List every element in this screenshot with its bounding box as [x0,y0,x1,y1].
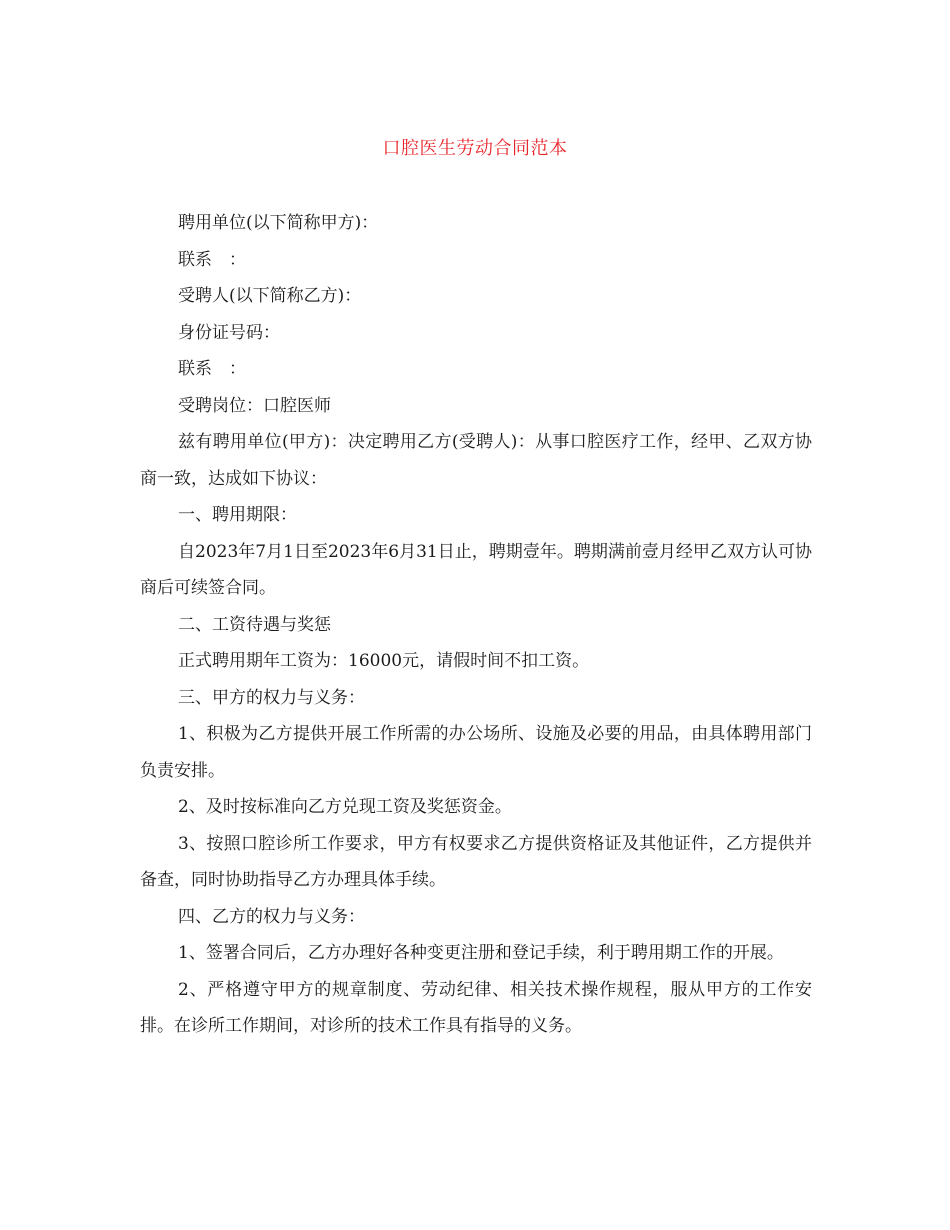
section-heading-term: 一、聘用期限： [178,505,297,525]
paragraph-term: 自2023年7月1日至2023年6月31日止，聘期壹年。聘期满前壹月经甲乙双方认可协商后可续签合同。 [140,541,812,598]
paragraph-employer: 聘用单位(以下简称甲方)： [178,213,379,233]
paragraph-id-number: 身份证号码： [178,322,280,343]
section-heading-employer-rights: 三、甲方的权力与义务： [178,687,365,708]
paragraph-employee-right-1: 1、签署合同后，乙方办理好各种变更注册和登记手续，利于聘用期工作的开展。 [178,943,784,963]
document-title: 口腔医生劳动合同范本 [382,138,568,159]
paragraph-employer-right-3: 3、按照口腔诊所工作要求，甲方有权要求乙方提供资格证及其他证件，乙方提供并备查，同时协助指导乙方办理具体手续。 [140,833,812,890]
paragraph-salary: 正式聘用期年工资为：16000元，请假时间不扣工资。 [178,651,590,671]
paragraph-employer-right-1: 1、积极为乙方提供开展工作所需的办公场所、设施及必要的用品，由具体聘用部门负责安排。 [140,724,812,781]
paragraph-employer-right-2: 2、及时按标准向乙方兑现工资及奖惩资金。 [178,797,512,817]
paragraph-contact-employee: 联系 ： [178,359,246,379]
paragraph-position: 受聘岗位：口腔医师 [178,395,331,416]
paragraph-employee-right-2: 2、严格遵守甲方的规章制度、劳动纪律、相关技术操作规程，服从甲方的工作安排。在诊所工作期间，对诊所的技术工作具有指导的义务。 [140,979,812,1036]
paragraph-employee: 受聘人(以下简称乙方)： [178,286,362,306]
section-heading-employee-rights: 四、乙方的权力与义务： [178,906,365,927]
section-heading-salary: 二、工资待遇与奖惩 [178,614,331,635]
document-body [140,205,812,1045]
paragraph-preamble: 兹有聘用单位(甲方)：决定聘用乙方(受聘人)：从事口腔医疗工作，经甲、乙双方协商一致，达成如下协议： [140,432,812,489]
paragraph-contact-employer: 联系 ： [178,249,246,270]
